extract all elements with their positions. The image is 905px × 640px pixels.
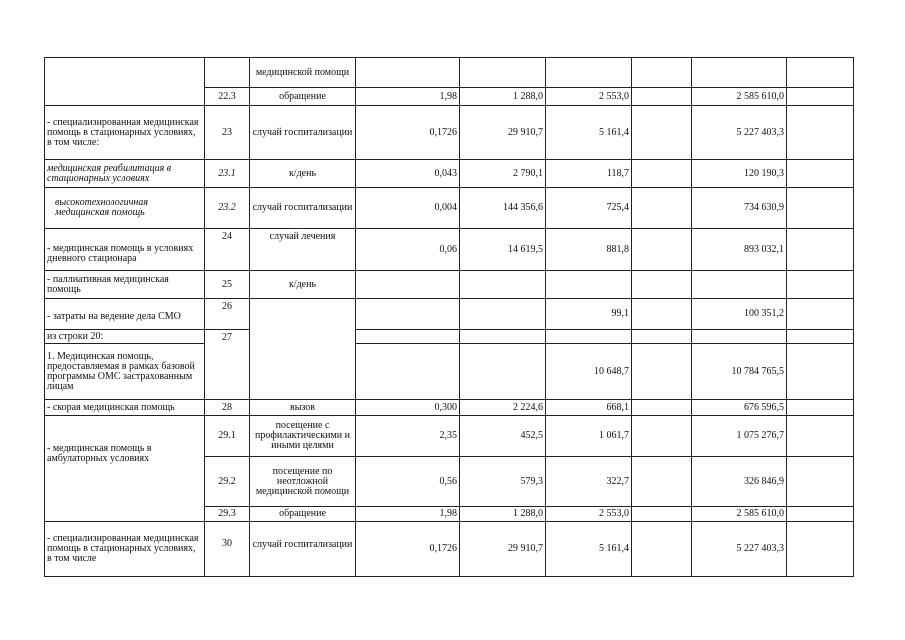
row-code: 22.3 [205,88,250,106]
cell-norm: 0,004 [356,188,460,229]
cell-norm: 0,300 [356,400,460,416]
cell-norm: 2,35 [356,416,460,457]
row-unit: случай госпитализации [250,106,356,160]
row-code: 25 [205,271,250,299]
cell-total: 2 585 610,0 [692,88,787,106]
table-row [45,160,854,188]
cell-per-capita: 881,8 [546,229,632,271]
row-code [205,58,250,88]
row-code: 26 [205,299,250,330]
row-code: 29.2 [205,457,250,507]
cell-cost: 452,5 [460,416,546,457]
cell-cost: 29 910,7 [460,522,546,577]
row-code: 24 [205,229,250,271]
row-name: - медицинская помощь в амбулаторных условиях [45,416,205,522]
row-name: медицинская реабилитация в стационарных условиях [45,160,205,188]
cell-per-capita: 5 161,4 [546,106,632,160]
cell-norm: 1,98 [356,507,460,522]
row-unit: к/день [250,160,356,188]
row-name: - специализированная медицинская помощь в стационарных условиях, в том числе: [45,106,205,160]
table-row [45,344,854,400]
cell-per-capita: 10 648,7 [546,344,632,400]
row-unit: случай госпитализации [250,188,356,229]
cell-total: 120 190,3 [692,160,787,188]
cell-cost: 1 288,0 [460,88,546,106]
table-row [45,400,854,416]
table-row [45,416,854,457]
row-code: 30 [205,522,250,577]
cell-cost: 29 910,7 [460,106,546,160]
row-unit: случай госпитализации [250,522,356,577]
cell-cost: 1 288,0 [460,507,546,522]
table-row [45,229,854,271]
cell-total: 2 585 610,0 [692,507,787,522]
table-row [45,299,854,330]
cell-total: 893 032,1 [692,229,787,271]
row-name: - затраты на ведение дела СМО [45,299,205,330]
cell-cost: 144 356,6 [460,188,546,229]
row-code: 29.3 [205,507,250,522]
row-unit: посещение по неотложной медицинской помощи [250,457,356,507]
cell-total: 676 596,5 [692,400,787,416]
row-code: 28 [205,400,250,416]
row-name [45,58,205,106]
cell-per-capita: 322,7 [546,457,632,507]
row-name: из строки 20: [45,330,205,344]
row-unit: обращение [250,507,356,522]
row-unit: к/день [250,271,356,299]
cell-cost: 579,3 [460,457,546,507]
table-row [45,188,854,229]
cell-total: 10 784 765,5 [692,344,787,400]
cell-norm: 0,1726 [356,106,460,160]
row-unit: медицинской помощи [250,58,356,88]
row-name: - медицинская помощь в условиях дневного стационара [45,229,205,271]
cell-norm: 0,06 [356,229,460,271]
row-unit: обращение [250,88,356,106]
row-name: - паллиативная медицинская помощь [45,271,205,299]
row-code: 23 [205,106,250,160]
row-unit: случай лечения [250,229,356,271]
cell-total: 100 351,2 [692,299,787,330]
tariff-table [44,57,854,577]
cell-total: 326 846,9 [692,457,787,507]
cell-per-capita: 2 553,0 [546,88,632,106]
row-unit: вызов [250,400,356,416]
table-row [45,330,854,344]
cell-per-capita: 2 553,0 [546,507,632,522]
cell-per-capita: 725,4 [546,188,632,229]
cell-total: 1 075 276,7 [692,416,787,457]
row-code: 23.1 [205,160,250,188]
table-row [45,522,854,577]
cell-norm: 1,98 [356,88,460,106]
row-name: 1. Медицинская помощь, предоставляемая в рамках базовой программы ОМС застрахованным лицам [45,344,205,400]
row-name: - специализированная медицинская помощь в стационарных условиях, в том числе [45,522,205,577]
row-code: 29.1 [205,416,250,457]
row-code: 27 [205,330,250,400]
cell-per-capita: 99,1 [546,299,632,330]
cell-cost: 2 790,1 [460,160,546,188]
cell-norm: 0,1726 [356,522,460,577]
row-name: - скорая медицинская помощь [45,400,205,416]
row-code: 23.2 [205,188,250,229]
table-row [45,58,854,88]
cell-total: 5 227 403,3 [692,106,787,160]
cell-per-capita: 118,7 [546,160,632,188]
row-unit: посещение с профилактическими и иными целями [250,416,356,457]
cell-per-capita: 5 161,4 [546,522,632,577]
cell-total: 734 630,9 [692,188,787,229]
cell-per-capita: 668,1 [546,400,632,416]
cell-cost: 2 224,6 [460,400,546,416]
cell-cost: 14 619,5 [460,229,546,271]
table-row [45,271,854,299]
table-row [45,106,854,160]
cell-total: 5 227 403,3 [692,522,787,577]
row-name: высокотехнологичная медицинская помощь [45,188,205,229]
cell-norm: 0,56 [356,457,460,507]
cell-per-capita: 1 061,7 [546,416,632,457]
cell-norm: 0,043 [356,160,460,188]
